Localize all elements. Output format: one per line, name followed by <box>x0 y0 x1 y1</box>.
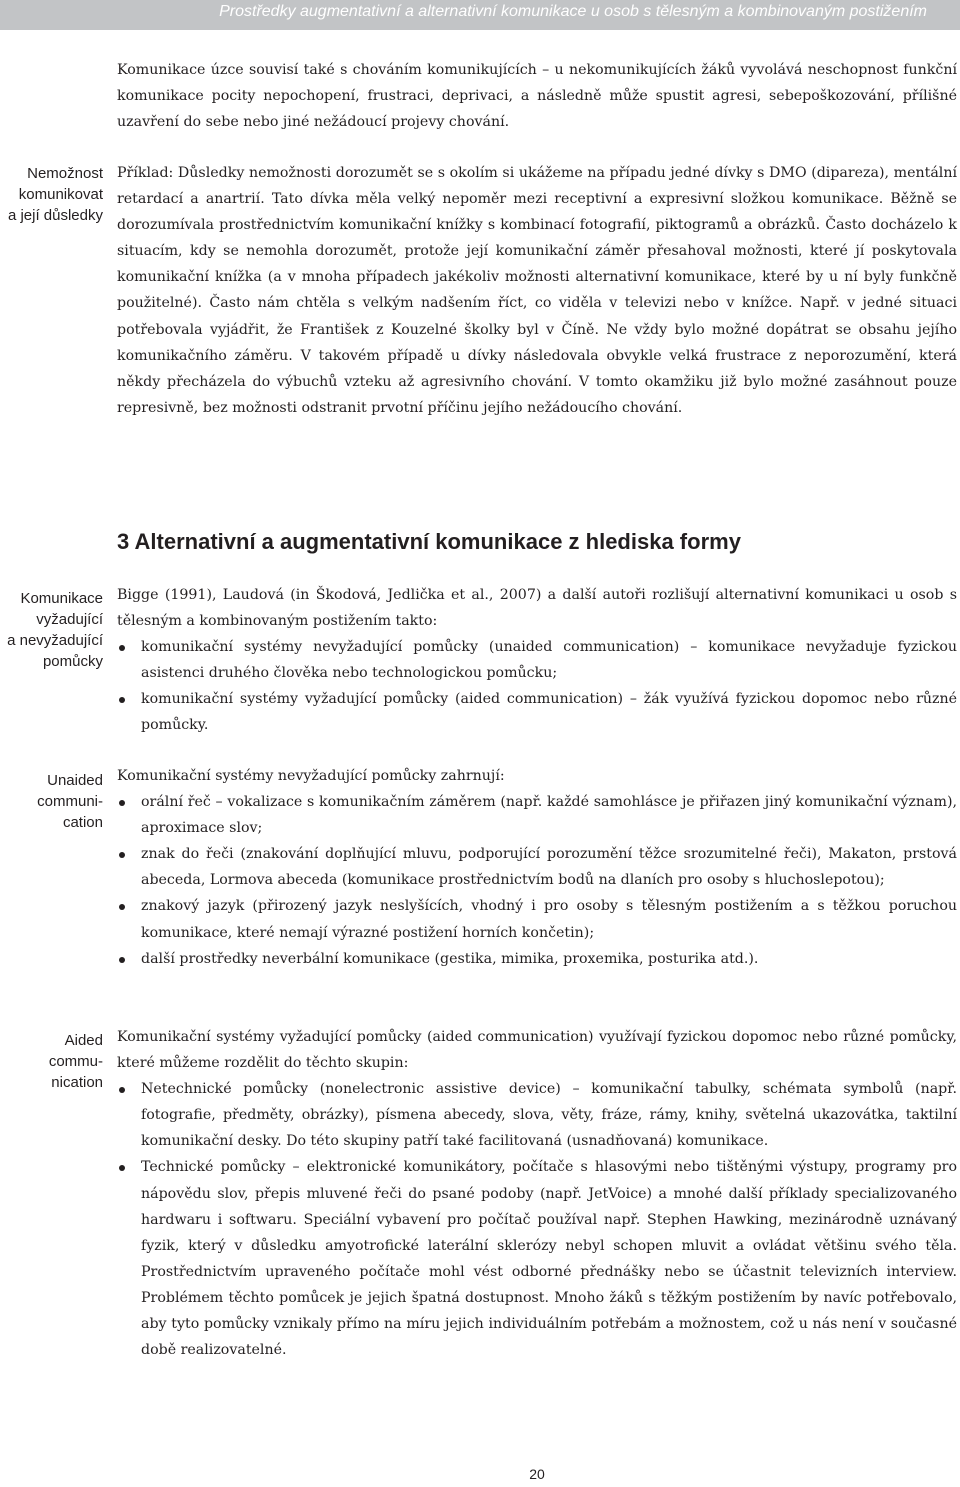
margin-note-line: communi- <box>37 793 103 810</box>
margin-note-line: Komunikace <box>20 590 103 607</box>
unaided-intro: Komunikační systémy nevyžadující pomůcky zahrnují: <box>117 768 505 784</box>
bullet-icon <box>119 852 125 858</box>
list-item: znakový jazyk (přirozený jazyk neslyšících, vhodný i pro osoby s tělesným postižením a s těžkou poruchou komunikace, které nemají výrazné postižení horních končetin); <box>117 893 957 945</box>
margin-note-line: Aided <box>64 1032 103 1049</box>
aided-block <box>117 1024 957 1363</box>
forms-intro: Bigge (1991), Laudová (in Škodová, Jedlička et al., 2007) a další autoři rozlišují alternativní komunikaci u osob s tělesným a kombinovaným postižením takto: <box>117 587 957 630</box>
bullet-icon <box>119 800 125 806</box>
margin-note-line: a její důsledky <box>7 207 103 224</box>
margin-note-aids <box>0 588 103 672</box>
margin-note-line: nication <box>51 1074 103 1091</box>
margin-note-line: Unaided <box>47 772 103 789</box>
forms-list <box>117 634 957 738</box>
margin-note-unaided <box>0 770 103 833</box>
bullet-icon <box>119 697 125 703</box>
list-item: Netechnické pomůcky (nonelectronic assistive device) – komunikační tabulky, schémata symbolů (např. fotografie, předměty, obrázky), písmena abecedy, slova, věty, fráze, rámy, knihy, světelná ukazovátka, taktilní komunikační desky. Do této skupiny patří také facilitovaná (usnadňovaná) komunikace. <box>117 1076 957 1154</box>
margin-note-line: vyžadující <box>36 611 103 628</box>
unaided-block <box>117 763 957 972</box>
bullet-icon <box>119 1087 125 1093</box>
list-item: orální řeč – vokalizace s komunikačním záměrem (např. každé samohlásce je přiřazen jiný komunikační význam), aproximace slov; <box>117 789 957 841</box>
margin-note-line: commu- <box>48 1053 103 1070</box>
list-item: Technické pomůcky – elektronické komunikátory, počítače s hlasovými nebo tištěnými výstupy, programy pro nápovědu slov, přepis mluvené řeči do psané podoby (např. JetVoice) a mnohé další příklady specializovaného hardwaru i softwaru. Speciální vybavení pro počítač používal např. Stephen Hawking, mezinárodně uznávaný fyzik, který v důsledku amyotrofické laterální sklerózy nebyl schopen mluvit a ovládat většinu svého těla. Prostřednictvím upraveného počítače mohl vést odborné přednášky nebo se účastnit televizních interview. Problémem těchto pomůcek je jejich špatná dostupnost. Mnoho žáků s těžkým postižením by navíc potřebovalo, aby tyto pomůcky vznikaly přímo na míru jejich individuálním potřebám a možnostem, což u nás není v současné době realizovatelné. <box>117 1154 957 1363</box>
forms-block <box>117 582 957 739</box>
page-number: 20 <box>529 1466 545 1482</box>
list-item: komunikační systémy nevyžadující pomůcky (unaided communication) – komunikace nevyžaduje fyzickou asistenci druhého člověka nebo technologickou pomůcku; <box>117 634 957 686</box>
running-title: Prostředky augmentativní a alternativní komunikace u osob s tělesným a kombinovaným postižením <box>219 3 927 20</box>
example-paragraph-block <box>117 160 957 421</box>
bullet-icon <box>119 645 125 651</box>
unaided-list <box>117 789 957 972</box>
margin-note-line: pomůcky <box>42 653 103 670</box>
bullet-icon <box>119 904 125 910</box>
list-item: znak do řeči (znakování doplňující mluvu, podporující porozumění těžce srozumitelné řeči), Makaton, prstová abeceda, Lormova abeceda (komunikace prostřednictvím bodů na dlaních pro osoby s hluchoslepotou); <box>117 841 957 893</box>
margin-note-line: a nevyžadující <box>7 632 103 649</box>
margin-note-line: cation <box>62 814 103 831</box>
running-header-bar <box>0 0 960 30</box>
bullet-icon <box>119 1165 125 1171</box>
margin-note-aided <box>0 1030 103 1093</box>
list-item: komunikační systémy vyžadující pomůcky (aided communication) – žák využívá fyzickou dopomoc nebo různé pomůcky. <box>117 686 957 738</box>
aided-list <box>117 1076 957 1363</box>
margin-note-line: Nemožnost <box>27 165 103 182</box>
section-heading: 3 Alternativní a augmentativní komunikace z hlediska formy <box>117 529 741 554</box>
intro-paragraph-block <box>117 57 957 135</box>
list-item: další prostředky neverbální komunikace (gestika, mimika, proxemika, posturika atd.). <box>117 946 957 972</box>
intro-paragraph: Komunikace úzce souvisí také s chováním komunikujících – u nekomunikujících žáků vyvolává neschopnost funkční komunikace pocity nepochopení, frustraci, deprivaci, a následně může spustit agresi, sebepoškozování, přílišné uzavření do sebe nebo jiné nežádoucí projevy chování. <box>117 62 957 131</box>
example-paragraph: Příklad: Důsledky nemožnosti dorozumět se s okolím si ukážeme na případu jedné dívky s DMO (dipareza), mentální retardací a anartrií. Tato dívka měla velký nepoměr mezi receptivní a expresivní složkou komunikace. Běžně se dorozumívala prostřednictvím komunikační knížky s kombinací fotografií, piktogramů a obrázků. Často docházelo k situacím, kdy se nemohla dorozumět, protože její komunikační záměr přesahoval možnosti, které jí poskytovala komunikační knížka (a v mnoha případech jakékoliv možnosti alternativní komunikace, které by u ní byly funkčně použitelné). Často nám chtěla s velkým nadšením říct, co viděla v televizi nebo v knížce. Např. v jedné situaci potřebovala vyjádřit, že František z Kouzelné školky byl v Číně. Ne vždy bylo možné dopátrat se obsahu jejího komunikačního záměru. V takovém případě u dívky následovala obvykle velká frustrace z neporozumění, která někdy přecházela do výbuchů vzteku až agresivního chování. V tomto okamžiku již bylo možné zasáhnout pouze represivně, bez možnosti odstranit prvotní příčinu jejího nežádoucího chování. <box>117 165 957 416</box>
bullet-icon <box>119 957 125 963</box>
aided-intro: Komunikační systémy vyžadující pomůcky (aided communication) využívají fyzickou dopomoc nebo různé pomůcky, které můžeme rozdělit do těchto skupin: <box>117 1029 957 1072</box>
margin-note-consequences <box>0 163 103 226</box>
margin-note-line: komunikovat <box>18 186 103 203</box>
